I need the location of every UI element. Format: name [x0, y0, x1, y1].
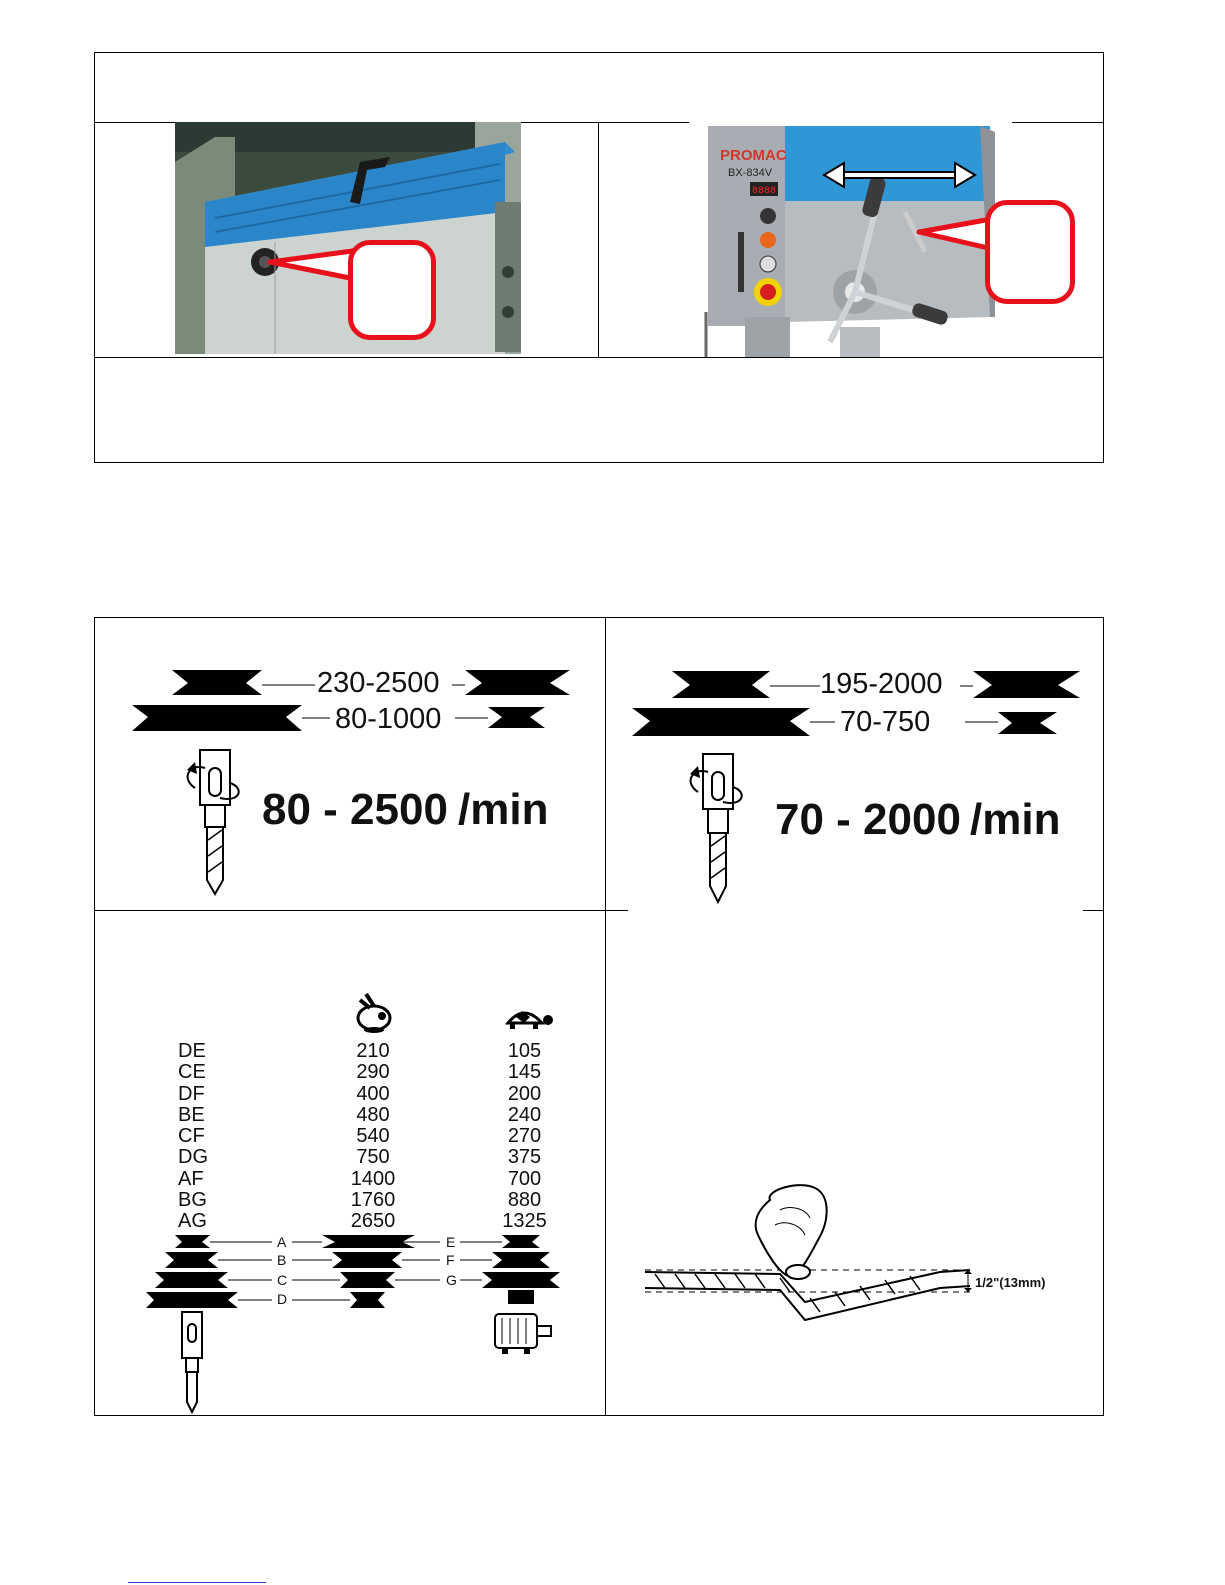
top-table-row-divider-1b	[1012, 122, 1104, 123]
speed-table-slow-cell: 240	[507, 1103, 542, 1126]
speed-table-combo-cell: BG	[178, 1189, 207, 1212]
speed-table-slow-cell: 375	[507, 1146, 542, 1169]
speed-table-combo-cell: CF	[178, 1125, 205, 1148]
speed-table-slow-cell: 145	[507, 1061, 542, 1084]
brand-logo: PROMAC	[720, 147, 787, 164]
speed-table-combo-cell: BE	[178, 1103, 205, 1126]
speed-table-slow-cell: 700	[507, 1167, 542, 1190]
model-label: BX-834V	[728, 167, 773, 179]
spindle-drill-icon-right	[678, 752, 753, 904]
pulley-label-b: B	[277, 1252, 287, 1268]
speed-table-fast-column	[338, 1041, 408, 1233]
speed-table-fast-cell: 290	[356, 1061, 390, 1084]
belt-deflection-label: 1/2"(13mm)	[975, 1275, 1046, 1290]
pulley-label-g: G	[446, 1272, 457, 1288]
speed-table-combo-cell: DE	[178, 1040, 206, 1062]
speed-table-slow-cell: 200	[507, 1082, 542, 1105]
pulley-stack-diagram	[140, 1230, 570, 1415]
pulley-label-c: C	[277, 1272, 288, 1288]
pulley-label-d: D	[277, 1291, 288, 1307]
speed-table-fast-cell: 480	[356, 1103, 390, 1126]
speed-range-high-right: 195-2000	[820, 668, 943, 700]
speed-table-combo-cell: DG	[178, 1146, 208, 1169]
speed-table-slow-column	[492, 1041, 557, 1233]
speed-table-combo-cell: DF	[178, 1082, 205, 1105]
turtle-icon	[500, 1003, 555, 1031]
speed-table-fast-cell: 400	[356, 1082, 390, 1105]
rabbit-icon	[350, 990, 398, 1034]
speed-table-combo-cell: AF	[178, 1167, 204, 1190]
speed-range-low-left: 80-1000	[335, 703, 442, 735]
speed-table-slow-cell: 880	[507, 1189, 542, 1212]
speed-total-right: 70 - 2000	[775, 795, 961, 844]
top-table-row-divider-2	[94, 357, 1104, 358]
top-table-col-divider	[598, 122, 599, 357]
speed-table-fast-cell: 210	[356, 1040, 390, 1062]
callout-box-right	[985, 200, 1075, 304]
speed-table-combo-column	[178, 1041, 208, 1233]
footer-link-underline	[128, 1582, 266, 1583]
pulley-label-a: A	[277, 1234, 287, 1250]
speed-table-slow-cell: 105	[507, 1040, 542, 1062]
speed-range-low-right: 70-750	[840, 706, 931, 738]
speed-unit-left: /min	[458, 785, 549, 834]
speed-table-slow-cell: 1325	[502, 1210, 547, 1233]
speed-table-slow-cell: 270	[507, 1125, 542, 1148]
speed-range-high-left: 230-2500	[317, 667, 440, 699]
speed-table-fast-cell: 1400	[350, 1167, 396, 1190]
bottom-table-row-divider-a	[94, 910, 628, 911]
bottom-table-col-divider	[605, 617, 606, 1416]
speed-total-left: 80 - 2500	[262, 785, 448, 834]
speed-table-fast-cell: 750	[356, 1146, 390, 1169]
speed-unit-right: /min	[970, 795, 1061, 844]
speed-table-fast-cell: 540	[356, 1125, 390, 1148]
speed-table-combo-cell: CE	[178, 1061, 206, 1084]
speed-table-combo-cell: AG	[178, 1210, 207, 1233]
bottom-table-row-divider-b	[1083, 910, 1104, 911]
double-arrow-icon	[822, 160, 977, 190]
spindle-drill-icon-left	[175, 748, 250, 896]
belt-tension-illustration	[640, 1180, 1070, 1330]
speed-table-fast-cell: 2650	[350, 1210, 396, 1233]
callout-box-left	[348, 240, 436, 340]
speed-table-fast-cell: 1760	[350, 1189, 396, 1212]
pulley-label-e: E	[446, 1234, 456, 1250]
svg-text:8888: 8888	[752, 186, 777, 197]
pulley-label-f: F	[446, 1252, 455, 1268]
